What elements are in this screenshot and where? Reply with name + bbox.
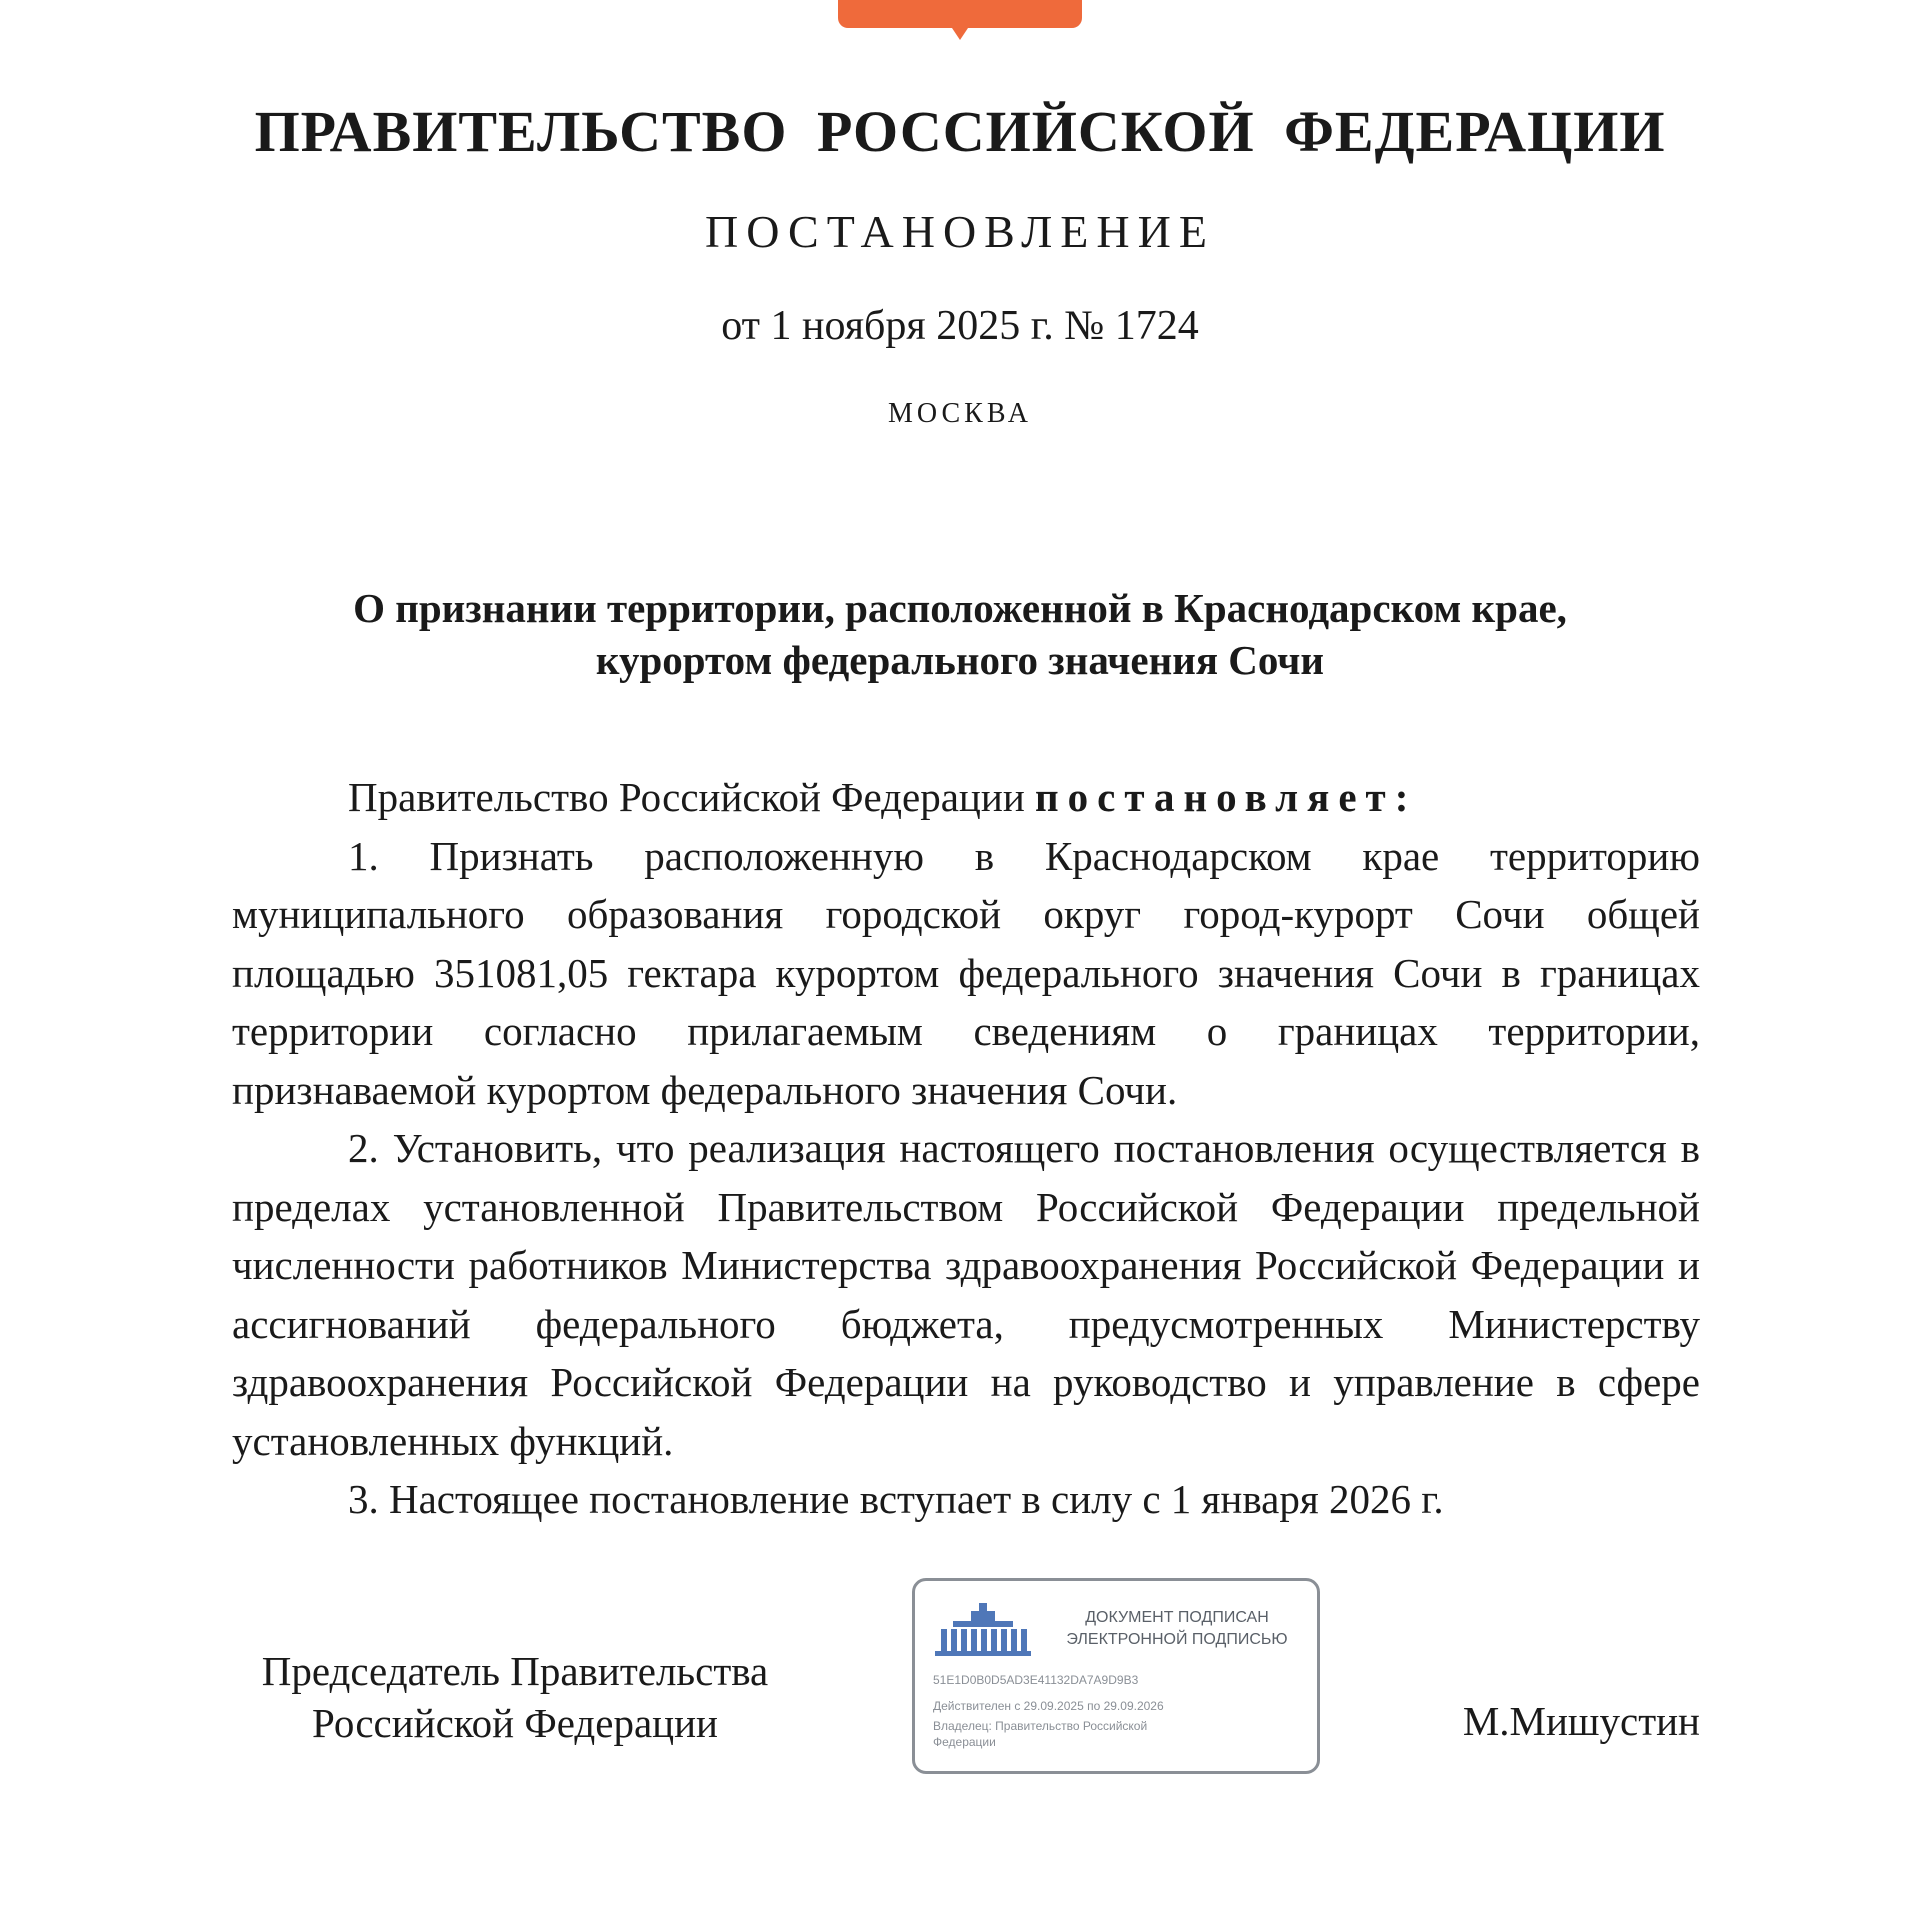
stamp-heading-line-1: ДОКУМЕНТ ПОДПИСАН (1085, 1609, 1269, 1626)
document-date-number: от 1 ноября 2025 г. № 1724 (721, 303, 1199, 349)
electronic-signature-stamp (912, 1578, 1320, 1774)
document-type: ПОСТАНОВЛЕНИЕ (705, 206, 1215, 257)
document-heading-line-1: О признании территории, расположенной в Краснодарском крае, (353, 585, 1567, 631)
signer-title-line-1: Председатель Правительства (261, 1648, 769, 1694)
signer-title (230, 1645, 800, 1749)
intro-verb: постановляет: (1035, 774, 1418, 820)
intro-paragraph (232, 768, 1700, 827)
paragraph-item-3: 3. Настоящее постановление вступает в силу с 1 января 2026 г. (348, 1476, 1444, 1522)
signer-name: М.Мишустин (1462, 1698, 1700, 1744)
paragraph-item-2: 2. Установить, что реализация настоящего постановления осуществляется в пределах установленной Правительством Российской Федерации предельной численности работников Министерства здравоохранения Российской Федерации и ассигнований федерального бюджета, предусмотренных Министерству здравоохранения Российской Федерации на руководство и управление в сфере установленных функций. (232, 1125, 1700, 1464)
stamp-heading-line-2: ЭЛЕКТРОННОЙ ПОДПИСЬЮ (1066, 1631, 1288, 1648)
government-building-icon (933, 1603, 1033, 1657)
emblem-tab (838, 0, 1082, 28)
stamp-validity: Действителен с 29.09.2025 по 29.09.2026 (933, 1699, 1164, 1713)
signer-title-line-2: Российской Федерации (312, 1700, 718, 1746)
document-body (232, 768, 1700, 1529)
stamp-owner-line-2: Федерации (933, 1735, 996, 1749)
stamp-heading (1047, 1607, 1307, 1651)
document-heading-line-2: курортом федерального значения Сочи (595, 637, 1325, 683)
stamp-certificate: 51E1D0B0D5AD3E41132DA7A9D9B3 (933, 1673, 1139, 1687)
intro-subject: Правительство Российской Федерации (348, 774, 1025, 820)
document-heading (240, 582, 1680, 686)
government-title: ПРАВИТЕЛЬСТВО РОССИЙСКОЙ ФЕДЕРАЦИИ (254, 99, 1666, 164)
paragraph-item-1: 1. Признать расположенную в Краснодарском крае территорию муниципального образования городской округ город-курорт Сочи общей площадью 351081,05 гектара курортом федерального значения Сочи в границах территории согласно прилагаемым сведениям о границах территории, признаваемой курортом федерального значения Сочи. (232, 832, 1700, 1113)
document-city: МОСКВА (888, 398, 1032, 429)
stamp-owner-line-1: Владелец: Правительство Российской (933, 1719, 1148, 1733)
